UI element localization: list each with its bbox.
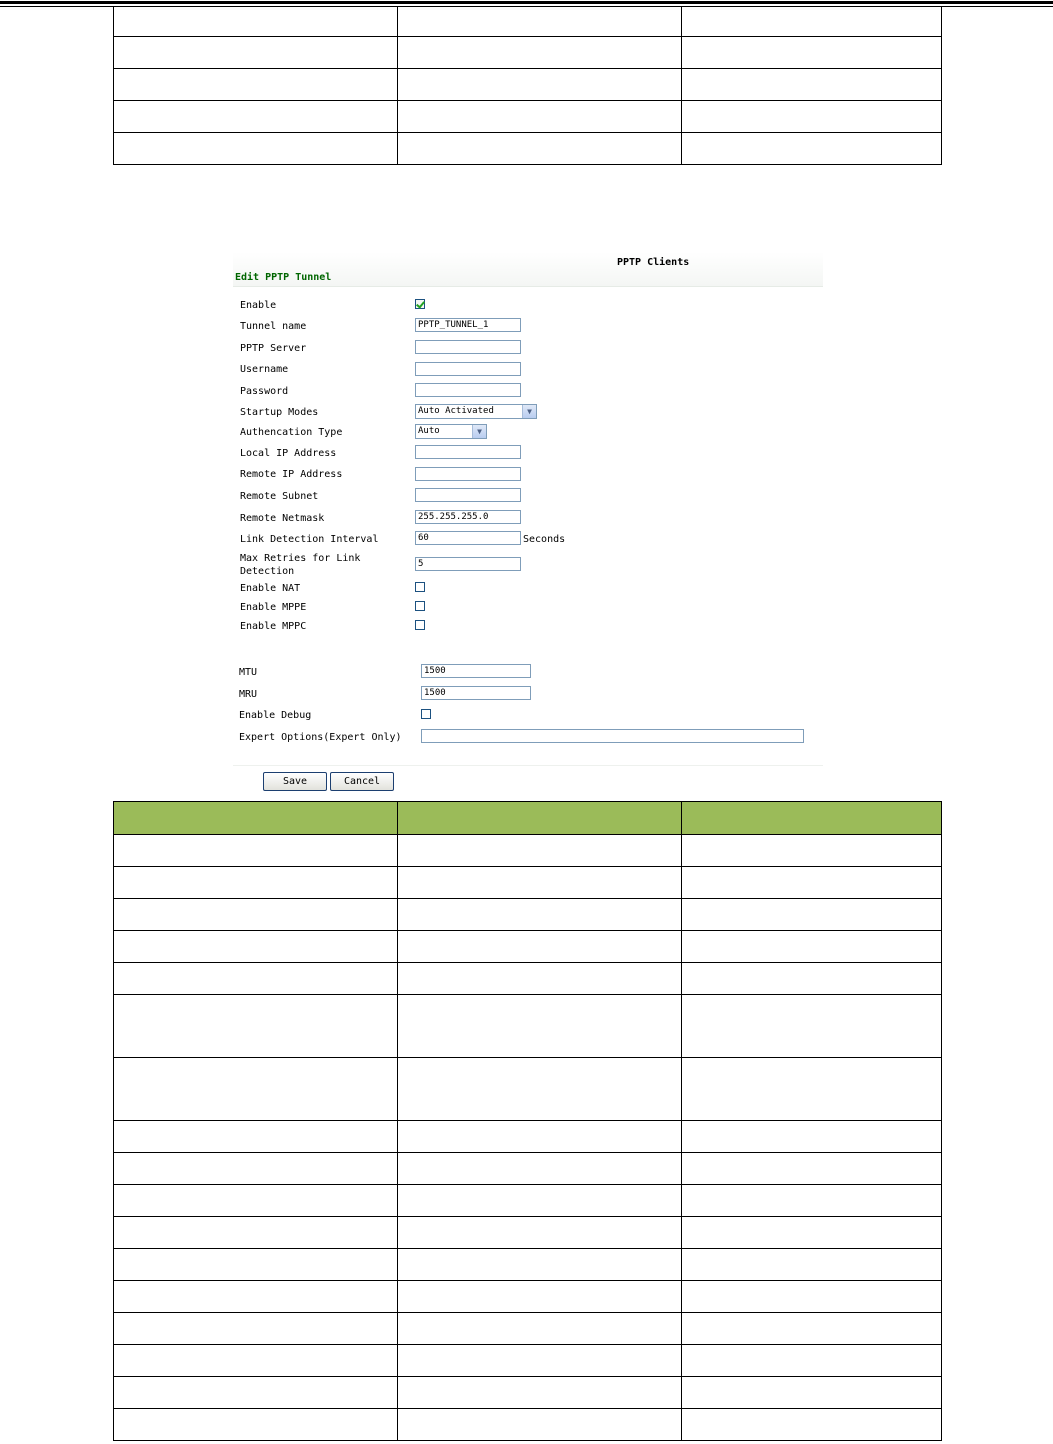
table-row <box>114 133 942 165</box>
table-row <box>114 1217 942 1249</box>
chevron-down-icon[interactable]: ▼ <box>522 405 536 418</box>
table-row <box>114 1377 942 1409</box>
table-row <box>114 835 942 867</box>
pptp-client-screenshot <box>233 252 823 767</box>
enable-mppe-checkbox[interactable] <box>415 601 425 611</box>
startup-modes-select[interactable] <box>415 404 537 419</box>
username-label: Username <box>240 364 289 375</box>
expert-options-label: Expert Options(Expert Only) <box>239 732 402 743</box>
table-row <box>114 867 942 899</box>
title-divider <box>233 286 823 287</box>
remote-netmask-input[interactable]: 255.255.255.0 <box>415 510 521 524</box>
table-row <box>114 1345 942 1377</box>
bottom-table <box>113 801 942 1441</box>
link-interval-label: Link Detection Interval <box>240 534 379 545</box>
table-row <box>114 101 942 133</box>
table-row <box>114 37 942 69</box>
max-retries-input[interactable]: 5 <box>415 557 521 571</box>
table-row <box>114 995 942 1058</box>
password-input[interactable] <box>415 383 521 397</box>
form-bottom-divider <box>233 765 823 766</box>
expert-options-input[interactable] <box>421 729 804 743</box>
table-row <box>114 1058 942 1121</box>
mru-label: MRU <box>239 689 258 700</box>
chevron-down-icon[interactable]: ▼ <box>472 425 486 438</box>
mru-input[interactable]: 1500 <box>421 686 531 700</box>
local-ip-label: Local IP Address <box>240 448 337 459</box>
username-input[interactable] <box>415 362 521 376</box>
enable-debug-checkbox[interactable] <box>421 709 431 719</box>
table-header-row <box>114 802 942 835</box>
table-row <box>114 1185 942 1217</box>
enable-debug-label: Enable Debug <box>239 710 312 721</box>
local-ip-input[interactable] <box>415 445 521 459</box>
table-row <box>114 899 942 931</box>
top-table <box>113 6 942 165</box>
mtu-input[interactable]: 1500 <box>421 664 531 678</box>
max-retries-label: Max Retries for Link Detection <box>240 553 361 577</box>
table-row <box>114 1281 942 1313</box>
mtu-label: MTU <box>239 667 258 678</box>
pptp-server-input[interactable] <box>415 340 521 354</box>
page-title: PPTP Clients <box>617 257 690 268</box>
table-row <box>114 931 942 963</box>
link-interval-unit: Seconds <box>523 534 566 545</box>
table-row <box>114 1409 942 1441</box>
cancel-button[interactable]: Cancel <box>330 772 394 791</box>
header-rule-thick <box>0 1 1053 4</box>
enable-checkbox[interactable] <box>415 299 425 309</box>
remote-netmask-label: Remote Netmask <box>240 513 325 524</box>
enable-mppc-label: Enable MPPC <box>240 621 307 632</box>
pptp-server-label: PPTP Server <box>240 343 307 354</box>
remote-subnet-label: Remote Subnet <box>240 491 319 502</box>
enable-label: Enable <box>240 300 277 311</box>
enable-mppc-checkbox[interactable] <box>415 620 425 630</box>
check-icon <box>416 299 425 308</box>
table-row <box>114 1249 942 1281</box>
table-row <box>114 963 942 995</box>
save-button[interactable]: Save <box>263 772 327 791</box>
table-row <box>114 6 942 37</box>
table-row <box>114 1313 942 1345</box>
table-row <box>114 1121 942 1153</box>
remote-subnet-input[interactable] <box>415 488 521 502</box>
enable-mppe-label: Enable MPPE <box>240 602 307 613</box>
section-title: Edit PPTP Tunnel <box>235 272 332 283</box>
tunnel-name-label: Tunnel name <box>240 321 307 332</box>
remote-ip-input[interactable] <box>415 467 521 481</box>
table-row <box>114 1153 942 1185</box>
link-interval-input[interactable]: 60 <box>415 531 521 545</box>
tunnel-name-input[interactable]: PPTP_TUNNEL_1 <box>415 318 521 332</box>
enable-nat-label: Enable NAT <box>240 583 301 594</box>
remote-ip-label: Remote IP Address <box>240 469 343 480</box>
auth-type-value: Auto <box>418 426 440 436</box>
password-label: Password <box>240 386 289 397</box>
enable-nat-checkbox[interactable] <box>415 582 425 592</box>
auth-type-select[interactable] <box>415 424 487 439</box>
auth-type-label: Authencation Type <box>240 427 343 438</box>
startup-modes-label: Startup Modes <box>240 407 319 418</box>
startup-modes-value: Auto Activated <box>418 406 494 416</box>
table-row <box>114 69 942 101</box>
